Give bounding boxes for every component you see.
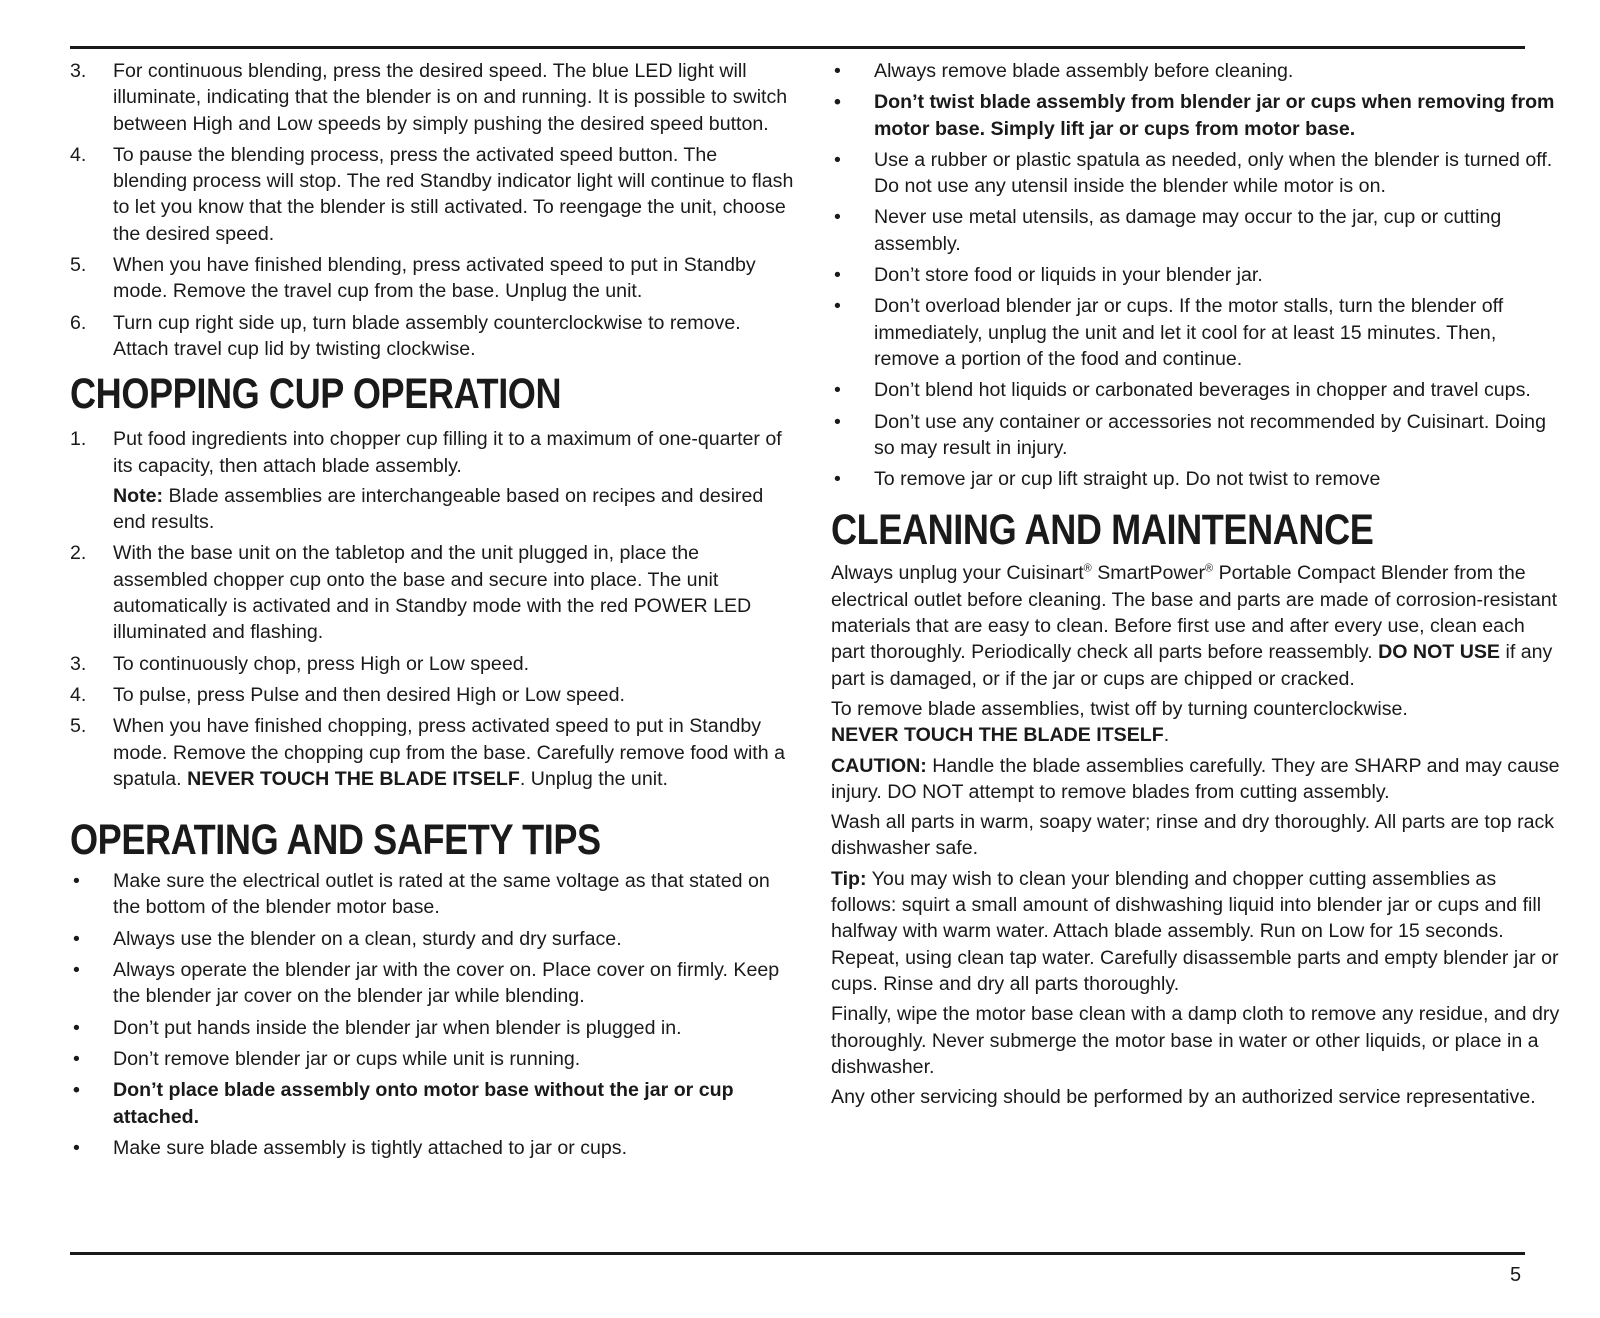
list-item: 6. Turn cup right side up, turn blade assembly counterclockwise to remove. Attach travel cup lid by twisting clockwise. [70, 311, 741, 360]
top-rule [70, 46, 1525, 49]
list-item: • Don’t put hands inside the blender jar when blender is plugged in. [73, 1016, 682, 1039]
list-item: 4. To pulse, press Pulse and then desired High or Low speed. [70, 683, 625, 706]
list-item: 5. When you have finished blending, press activated speed to put in Standby mode. Remove the travel cup from the base. Unplug the unit. [70, 254, 756, 303]
tip-paragraph: Tip: You may wish to clean your blending and chopper cutting assemblies as follows: squirt a small amount of dishwashing liquid into blender jar or cups and fill halfway with warm water. Attach blade assembly. Run on Low for 15 seconds. Repeat, using clean tap water. Carefully disassemble parts and empty blender jar or cups. Rinse and dry all parts thoroughly. [831, 867, 1559, 995]
list-item: • Don’t twist blade assembly from blender jar or cups when removing from motor base. Simply lift jar or cups from motor base. [834, 91, 1555, 140]
blade-removal-paragraph: To remove blade assemblies, twist off by turning counterclockwise. NEVER TOUCH THE BLADE ITSELF. [831, 697, 1408, 747]
list-item: 5. When you have finished chopping, press activated speed to put in Standby mode. Remove the chopping cup from the base. Carefully remove food with a spatula. NEVER TOUCH THE BLADE ITSELF. Unplug the unit. [70, 715, 785, 790]
list-item: 3. To continuously chop, press High or Low speed. [70, 652, 530, 675]
list-item: • Always use the blender on a clean, sturdy and dry surface. [73, 927, 622, 950]
list-item: 3. For continuous blending, press the desired speed. The blue LED light will illuminate, indicating that the blender is on and running. It is possible to switch between High and Low speeds by simply pushing the desired speed button. [70, 60, 788, 135]
chopping-heading: CHOPPING CUP OPERATION [70, 370, 562, 419]
list-item: • Don’t store food or liquids in your blender jar. [834, 264, 1263, 287]
right-column [831, 58, 1561, 1114]
list-item: • Don’t overload blender jar or cups. If the motor stalls, turn the blender off immediately, unplug the unit and let it cool for at least 15 minutes. Then, remove a portion of the food and continue. [834, 295, 1504, 370]
list-item: • Don’t use any container or accessories not recommended by Cuisinart. Doing so may result in injury. [834, 410, 1546, 459]
list-item: • Don’t blend hot liquids or carbonated beverages in chopper and travel cups. [834, 379, 1531, 402]
list-item: 1. Put food ingredients into chopper cup filling it to a maximum of one-quarter of its capacity, then attach blade assembly. Note: Blade assemblies are interchangeable based on recipes and desired end results. [70, 426, 796, 535]
chopping-steps [70, 426, 796, 792]
safety-list [70, 868, 796, 1161]
cleaning-heading: CLEANING AND MAINTENANCE [831, 506, 1374, 555]
motor-base-paragraph: Finally, wipe the motor base clean with a damp cloth to remove any residue, and dry thoroughly. Never submerge the motor base in water or other liquids, or place in a dishwasher. [831, 1003, 1560, 1078]
blending-steps-continued [70, 58, 796, 362]
list-item: • Always operate the blender jar with the cover on. Place cover on firmly. Keep the blender jar cover on the blender jar while blending. [73, 959, 780, 1008]
safety-heading: OPERATING AND SAFETY TIPS [70, 816, 601, 865]
page-number: 5 [1510, 1264, 1522, 1286]
cleaning-intro-paragraph: Always unplug your Cuisinart® SmartPower® Portable Compact Blender from the electrical outlet before cleaning. The base and parts are made of corrosion-resistant materials that are easy to clean. Before first use and after every use, clean each part thoroughly. Periodically check all parts before reassembly. DO NOT USE if any part is damaged, or if the jar or cups are chipped or cracked. [831, 562, 1558, 690]
list-item: • Don’t remove blender jar or cups while unit is running. [73, 1047, 581, 1070]
wash-paragraph: Wash all parts in warm, soapy water; rinse and dry thoroughly. All parts are top rack dishwasher safe. [831, 811, 1555, 860]
list-item: • Always remove blade assembly before cleaning. [834, 60, 1294, 82]
list-item: • Use a rubber or plastic spatula as needed, only when the blender is turned off. Do not use any utensil inside the blender while motor is on. [834, 148, 1553, 198]
bottom-rule [70, 1252, 1525, 1255]
list-item: 4. To pause the blending process, press the activated speed button. The blending process will stop. The red Standby indicator light will continue to flash to let you know that the blender is still activated. To reengage the unit, choose the desired speed. [70, 143, 794, 245]
list-item: • Never use metal utensils, as damage may occur to the jar, cup or cutting assembly. [834, 206, 1502, 255]
list-item: 2. With the base unit on the tabletop and the unit plugged in, place the assembled chopper cup onto the base and secure into place. The unit automatically is activated and in Standby mode with the red POWER LED illuminated and flashing. [70, 542, 752, 644]
list-item: • Don’t place blade assembly onto motor base without the jar or cup attached. [73, 1079, 734, 1128]
chopping-note: Note: Blade assemblies are interchangeable based on recipes and desired end results. [113, 484, 764, 534]
left-column [70, 58, 796, 1166]
servicing-paragraph: Any other servicing should be performed by an authorized service representative. [831, 1086, 1536, 1109]
caution-paragraph: CAUTION: Handle the blade assemblies carefully. They are SHARP and may cause injury. DO NOT attempt to remove blades from cutting assembly. [831, 754, 1560, 803]
safety-list-continued [831, 58, 1561, 492]
list-item: • Make sure blade assembly is tightly attached to jar or cups. [73, 1136, 628, 1159]
list-item: • Make sure the electrical outlet is rated at the same voltage as that stated on the bottom of the blender motor base. [73, 870, 770, 919]
list-item: • To remove jar or cup lift straight up. Do not twist to remove [834, 468, 1381, 491]
